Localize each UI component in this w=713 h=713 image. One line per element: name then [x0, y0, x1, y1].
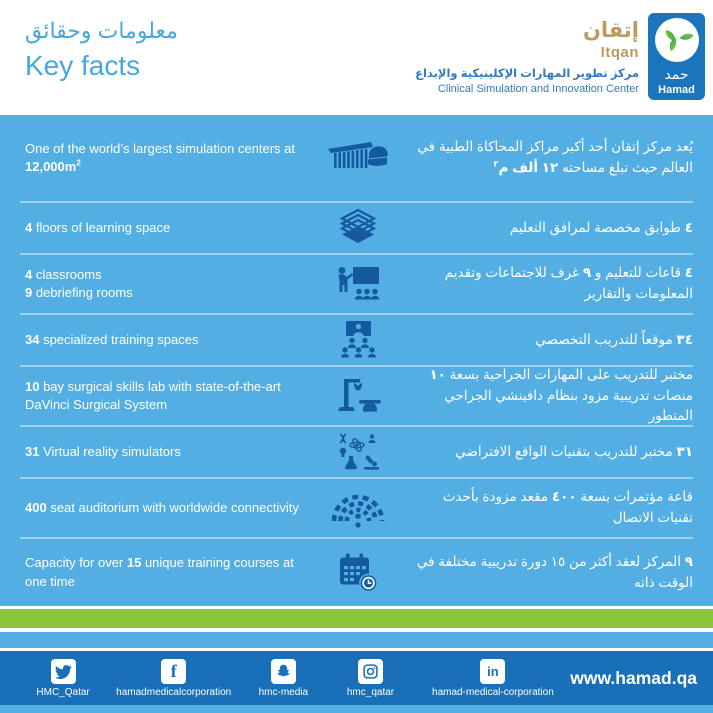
- fact-text-ar: مختبر للتدريب على المهارات الجراحية بسعة ١٠ منصات تدريبية مزود بنظام دافينشي الجراحي المتطور: [429, 366, 693, 424]
- social-instagram[interactable]: [325, 659, 415, 698]
- page-title-arabic: معلومات وحقائق: [25, 18, 178, 43]
- hamad-name-arabic: حمد: [664, 66, 689, 82]
- page-title-english: Key facts: [25, 50, 141, 81]
- stacked-layers-icon: [302, 208, 414, 248]
- fact-text-ar: يُعد مركز إتقان أحد أكبر مراكز المحاكاة الطبية في العالم حيث تبلغ مساحته ١٢ ألف م$^٢$: [417, 139, 693, 175]
- itqan-name-english: Itqan: [600, 44, 639, 61]
- fact-text-ar: ٤ قاعات للتعليم و ٩ غرف للاجتماعات وتقديم المعلومات والتقارير: [444, 265, 693, 301]
- fact-row-vr-simulators: [20, 427, 693, 479]
- fact-text-ar: ٤ طوابق مخصصة لمرافق التعليم: [509, 219, 693, 235]
- itqan-subtitle-english: Clinical Simulation and Innovation Center: [437, 83, 639, 95]
- page-title: [25, 18, 178, 82]
- simulation-center-building-icon: [302, 139, 414, 177]
- fact-text-ar: قاعة مؤتمرات بسعة ٤٠٠ مقعد مزودة بأحدث تقنيات الاتصال: [442, 489, 693, 525]
- facebook-icon: f: [161, 659, 186, 684]
- header: [0, 0, 713, 115]
- calendar-clock-icon: [302, 552, 414, 594]
- social-handle: HMC_Qatar: [36, 686, 90, 698]
- itqan-name-arabic: إتقان: [582, 19, 639, 42]
- website-url[interactable]: www.hamad.qa: [570, 667, 697, 688]
- training-audience-icon: [302, 320, 414, 360]
- classroom-presenter-icon: [302, 264, 414, 304]
- hamad-leaves-icon: [655, 18, 699, 62]
- fact-text-en: 10 bay surgical skills lab with state-of-the-art DaVinci Surgical System: [25, 378, 281, 412]
- itqan-logo: [415, 18, 639, 95]
- social-handle: hmc_qatar: [346, 686, 395, 698]
- divider-stripe-blue: [0, 632, 713, 648]
- linkedin-icon: in: [480, 659, 505, 684]
- fact-row-simulation-center: [20, 115, 693, 203]
- fact-row-courses: [20, 539, 693, 606]
- fact-text-ar: ٣١ مختبر للتدريب بتقنيات الواقع الافتراضي: [455, 443, 693, 459]
- twitter-icon: [51, 659, 76, 684]
- fact-text-en: 400 seat auditorium with worldwide connectivity: [25, 499, 299, 515]
- logo-group: [415, 13, 705, 100]
- fact-row-auditorium: [20, 479, 693, 539]
- fact-row-surgical-lab: [20, 367, 693, 427]
- social-snapchat[interactable]: [241, 659, 325, 698]
- social-linkedin[interactable]: [416, 659, 571, 698]
- surgical-robot-icon: [302, 374, 414, 418]
- fact-row-training-spaces: [20, 315, 693, 367]
- social-twitter[interactable]: [20, 659, 106, 698]
- hamad-name-english: Hamad: [658, 84, 695, 96]
- footer: [0, 651, 713, 705]
- social-handle: hamadmedicalcorporation: [116, 686, 232, 698]
- fact-row-floors: [20, 203, 693, 255]
- bottom-edge-strip: [0, 705, 713, 713]
- snapchat-icon: [271, 659, 296, 684]
- itqan-subtitle-arabic: مركز تطوير المهارات الإكلينيكية والإبداع: [415, 68, 639, 80]
- fact-text-en: Capacity for over 15 unique training courses at one time: [25, 555, 294, 589]
- fact-row-classrooms: [20, 255, 693, 315]
- hamad-logo: [648, 13, 705, 100]
- fact-text-ar: ٩ المركز لعقد أكثر من ١٥ دورة تدريبية مختلفة في الوقت ذاته: [416, 553, 693, 590]
- social-handle: hmc-media: [258, 686, 309, 698]
- social-handle: hamad-medical-corporation: [432, 686, 554, 698]
- virtual-reality-science-icon: [302, 432, 414, 472]
- fact-text-en: 31 Virtual reality simulators: [25, 443, 181, 459]
- facts-panel: [0, 115, 713, 606]
- divider-stripe-green: [0, 609, 713, 628]
- fact-text-en: 4 classrooms 9 debriefing rooms: [25, 266, 133, 300]
- instagram-icon: [358, 659, 383, 684]
- social-facebook[interactable]: [106, 659, 241, 698]
- fact-text-en: 34 specialized training spaces: [25, 331, 199, 347]
- fact-text-ar: ٣٤ موقعاً للتدريب التخصصي: [535, 331, 693, 347]
- auditorium-seating-icon: [302, 487, 414, 529]
- fact-text-en: 4 floors of learning space: [25, 219, 171, 235]
- fact-text-en: One of the world’s largest simulation centers at $12,000m^2$: [25, 140, 296, 174]
